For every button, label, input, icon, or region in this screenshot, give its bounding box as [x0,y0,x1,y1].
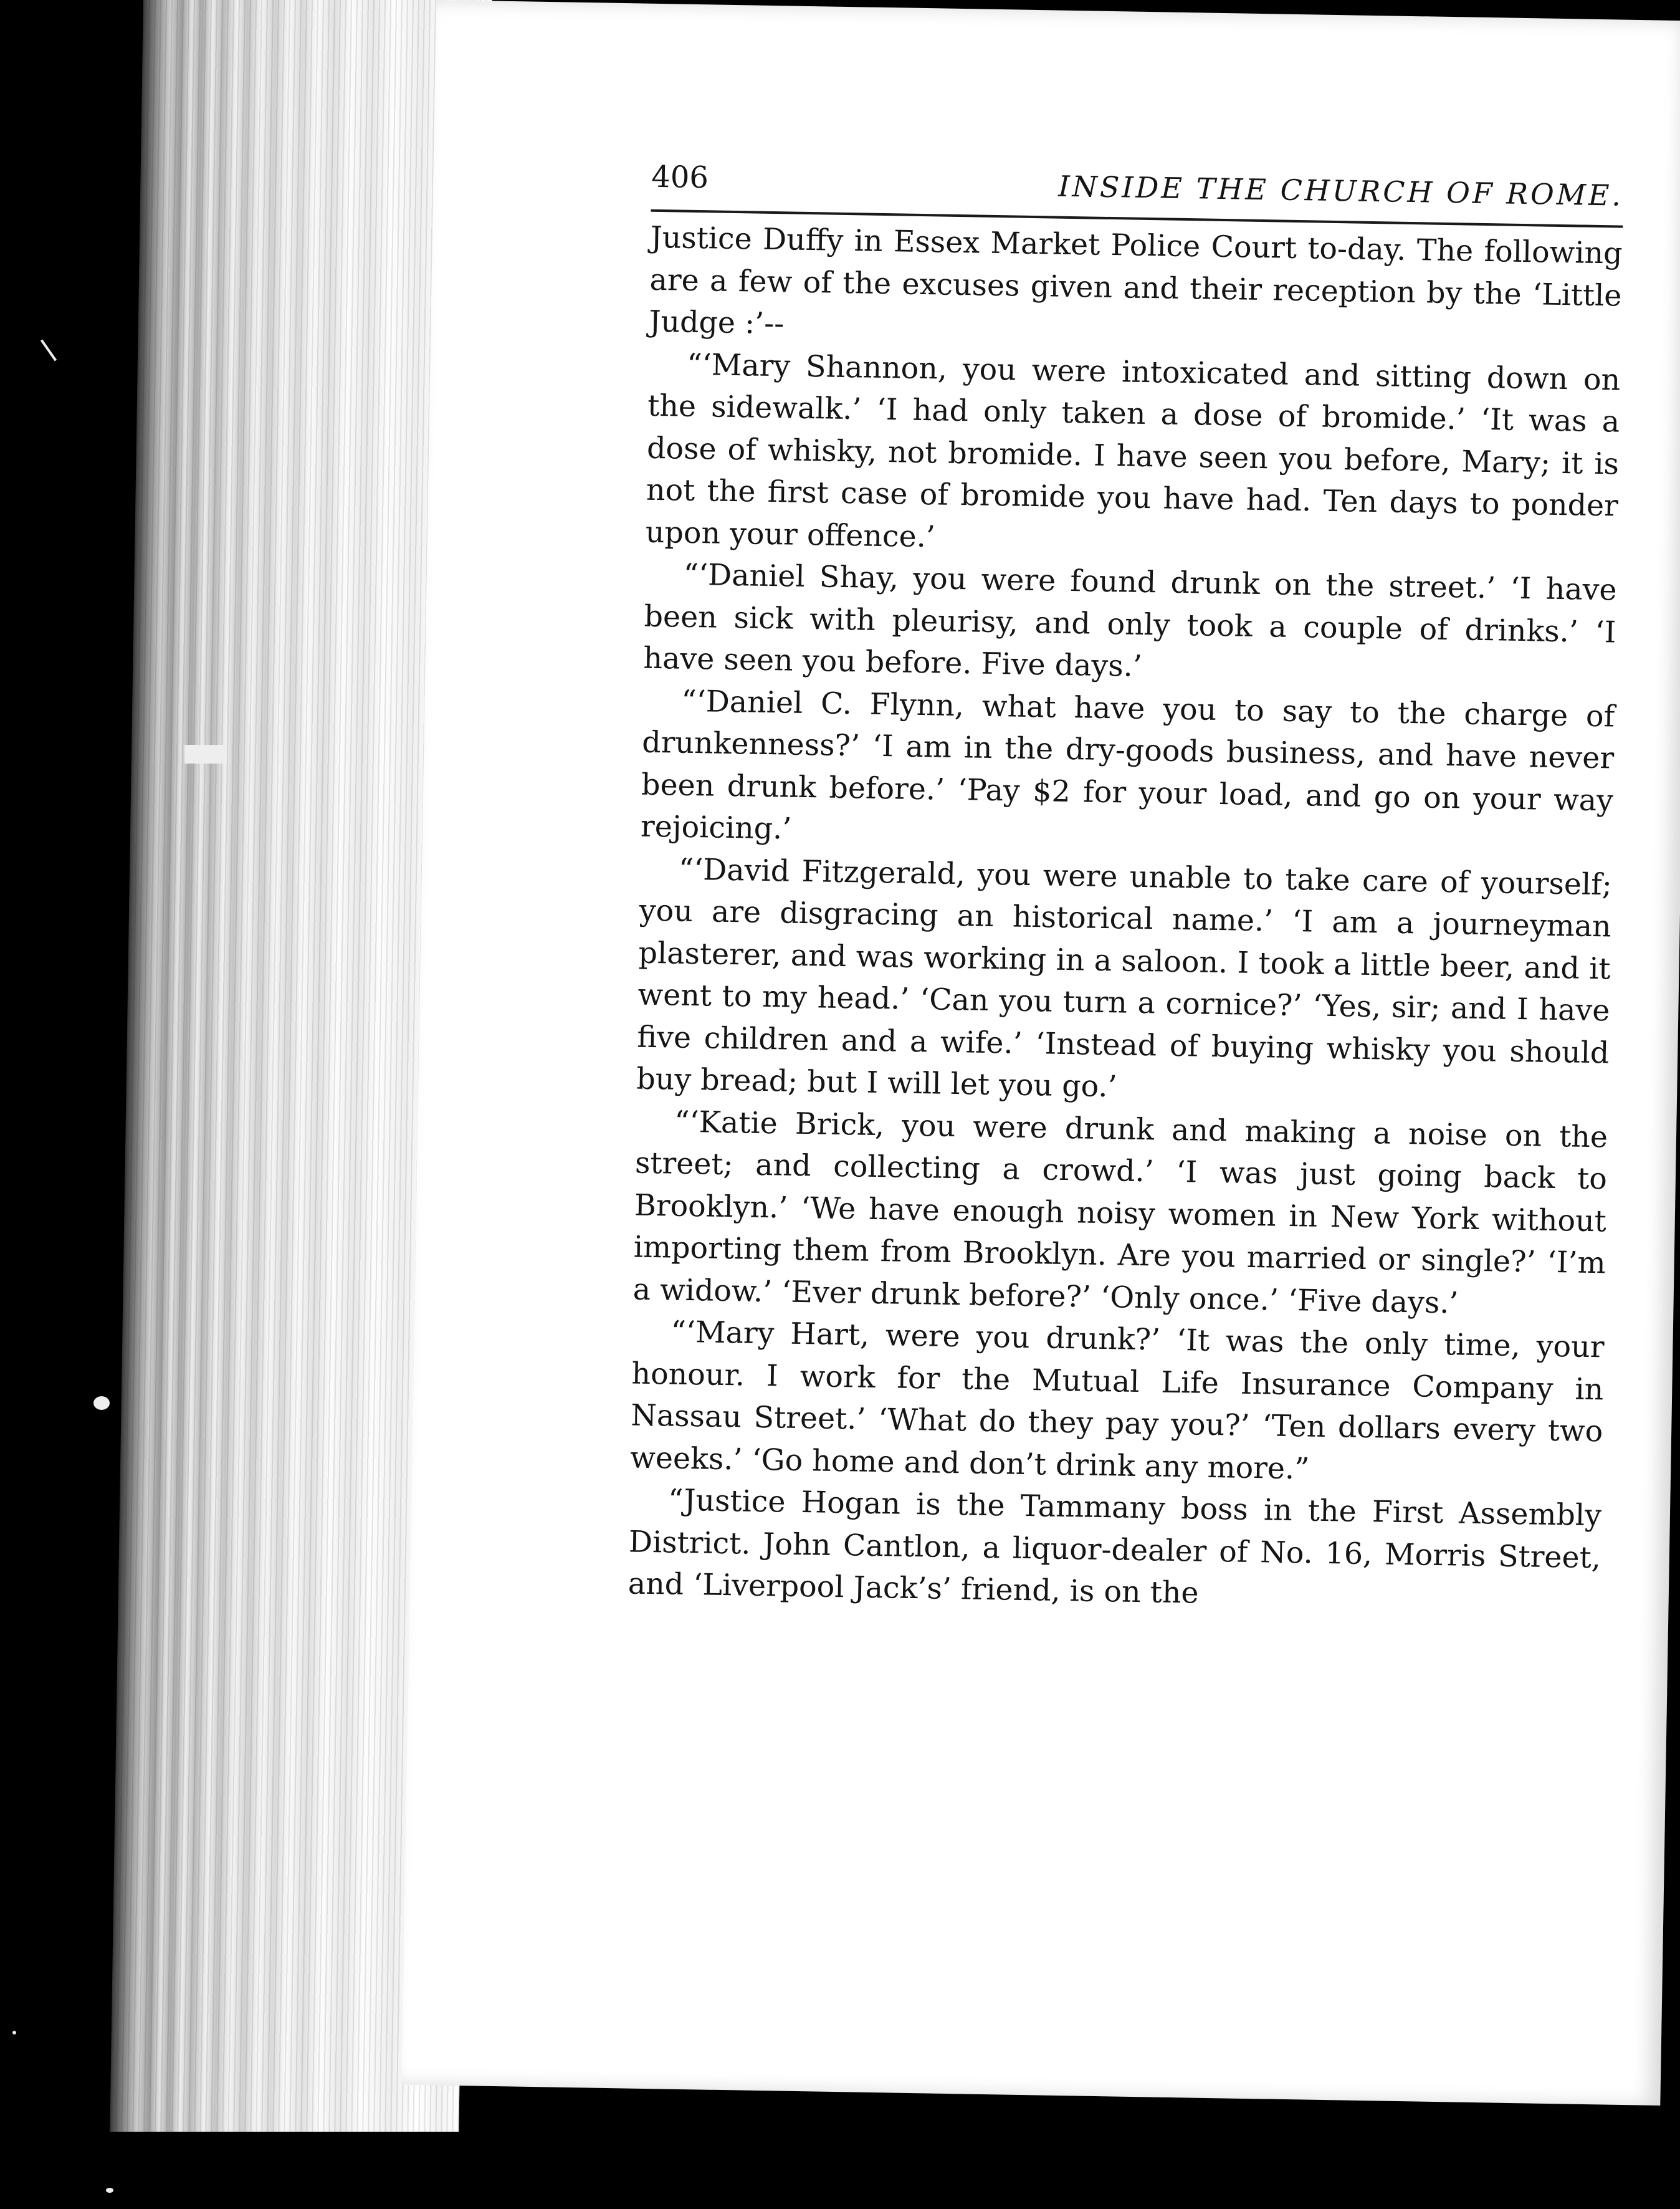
paragraph-5: “‘David Fitzgerald, you were unable to take care of yourself; you are disgracing an historical name.’ ‘I am a journeyman plasterer, and was working in a saloon. I took a little beer, and it went to my head.’ ‘Can you turn a cornice?’ ‘Yes, sir; and I have five children and a wife.’ ‘Instead of buying whisky you should buy bread; but I will let you go.’ [636,852,1613,1104]
paragraph-1: Justice Duffy in Essex Market Police Court to-day. The following are a few of the excuses given and their reception by the ‘Little Judge :’-- [649,220,1623,342]
speck [93,1396,110,1410]
paragraph-2: “‘Mary Shannon, you were intoxicated and sitting down on the sidewalk.’ ‘I had only taken a dose of bromide.’ ‘It was a dose of whisky, not bromide. I have seen you before, Mary; it is not the first case of bromide you have had. Ten days to ponder upon your offence.’ [645,347,1621,554]
running-title: INSIDE THE CHURCH OF ROME. [1058,169,1624,213]
paragraph-4: “‘Daniel C. Flynn, what have you to say to the charge of drunkenness?’ ‘I am in the dry-goods business, and have never been drunk before.’ ‘Pay $2 for your load, and go on your way rejoicing.’ [640,684,1615,846]
paragraph-7: “‘Mary Hart, were you drunk?’ ‘It was the only time, your honour. I work for the Mutual Life Insurance Company in Nassau Street.’ ‘What do they pay you?’ ‘Ten dollars every two weeks.’ ‘Go home and don’t drink any more.” [629,1315,1605,1487]
paragraph-3: “‘Daniel Shay, you were found drunk on the street.’ ‘I have been sick with pleurisy, and only took a couple of drinks.’ ‘I have seen you before. Five days.’ [643,557,1618,684]
page-paper [402,0,1680,2106]
page-text-block [628,150,1623,1621]
paragraph-6: “‘Katie Brick, you were drunk and making a noise on the street; and collecting a crowd.’ ‘I was just going back to Brooklyn.’ ‘We have enough noisy women in New York without importing them from Brooklyn. Are you married or single?’ ‘I’m a widow.’ ‘Ever drunk before?’ ‘Only once.’ ‘Five days.’ [632,1104,1608,1320]
speck [41,339,57,361]
speck [106,2188,113,2193]
running-head [651,150,1623,228]
speck [12,2031,16,2034]
page-number: 406 [651,159,709,196]
paragraph-8: “Justice Hogan is the Tammany boss in the First Assembly District. John Cantlon, a liquor-dealer of No. 16, Morris Street, and ‘Liverpool Jack’s’ friend, is on the [628,1483,1602,1611]
speck [184,745,226,764]
